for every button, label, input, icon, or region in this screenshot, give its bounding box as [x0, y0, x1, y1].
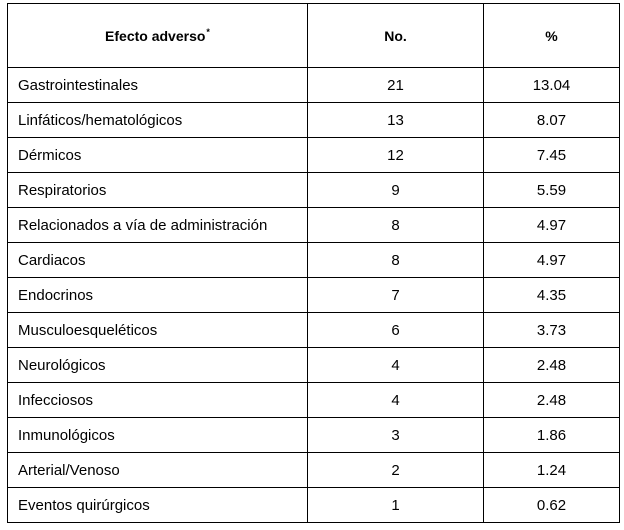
row-percent: 4.35	[484, 278, 620, 313]
table-row	[8, 278, 620, 313]
row-count: 12	[308, 138, 484, 173]
row-effect: Respiratorios	[8, 173, 308, 208]
row-percent: 7.45	[484, 138, 620, 173]
table-row	[8, 313, 620, 348]
row-count: 2	[308, 453, 484, 488]
row-effect: Musculoesqueléticos	[8, 313, 308, 348]
table-row	[8, 348, 620, 383]
header-effect-label: Efecto adverso	[105, 27, 206, 44]
table-row	[8, 68, 620, 103]
row-percent: 2.48	[484, 348, 620, 383]
row-count: 1	[308, 488, 484, 523]
row-count: 4	[308, 383, 484, 418]
row-effect: Inmunológicos	[8, 418, 308, 453]
row-effect: Gastrointestinales	[8, 68, 308, 103]
table-row	[8, 418, 620, 453]
table-header-row	[8, 4, 620, 68]
row-effect: Relacionados a vía de administración	[8, 208, 308, 243]
row-percent: 3.73	[484, 313, 620, 348]
row-effect: Dérmicos	[8, 138, 308, 173]
table-row	[8, 488, 620, 523]
table-row	[8, 173, 620, 208]
table-row	[8, 103, 620, 138]
header-effect	[8, 4, 308, 68]
row-effect: Cardiacos	[8, 243, 308, 278]
row-percent: 4.97	[484, 208, 620, 243]
row-percent: 13.04	[484, 68, 620, 103]
row-count: 21	[308, 68, 484, 103]
row-effect: Neurológicos	[8, 348, 308, 383]
row-count: 13	[308, 103, 484, 138]
row-count: 8	[308, 243, 484, 278]
row-percent: 2.48	[484, 383, 620, 418]
row-effect: Arterial/Venoso	[8, 453, 308, 488]
row-effect: Linfáticos/hematológicos	[8, 103, 308, 138]
table-row	[8, 383, 620, 418]
row-count: 8	[308, 208, 484, 243]
row-effect: Endocrinos	[8, 278, 308, 313]
row-percent: 8.07	[484, 103, 620, 138]
table-row	[8, 208, 620, 243]
header-count: No.	[308, 4, 484, 68]
row-count: 6	[308, 313, 484, 348]
adverse-effects-table	[7, 3, 620, 523]
row-percent: 5.59	[484, 173, 620, 208]
row-count: 9	[308, 173, 484, 208]
row-percent: 1.86	[484, 418, 620, 453]
header-effect-mark: *	[206, 26, 210, 37]
row-percent: 4.97	[484, 243, 620, 278]
table-row	[8, 453, 620, 488]
header-percent: %	[484, 4, 620, 68]
row-effect: Infecciosos	[8, 383, 308, 418]
row-count: 4	[308, 348, 484, 383]
row-count: 3	[308, 418, 484, 453]
table-row	[8, 243, 620, 278]
row-percent: 0.62	[484, 488, 620, 523]
table-row	[8, 138, 620, 173]
row-percent: 1.24	[484, 453, 620, 488]
row-effect: Eventos quirúrgicos	[8, 488, 308, 523]
row-count: 7	[308, 278, 484, 313]
